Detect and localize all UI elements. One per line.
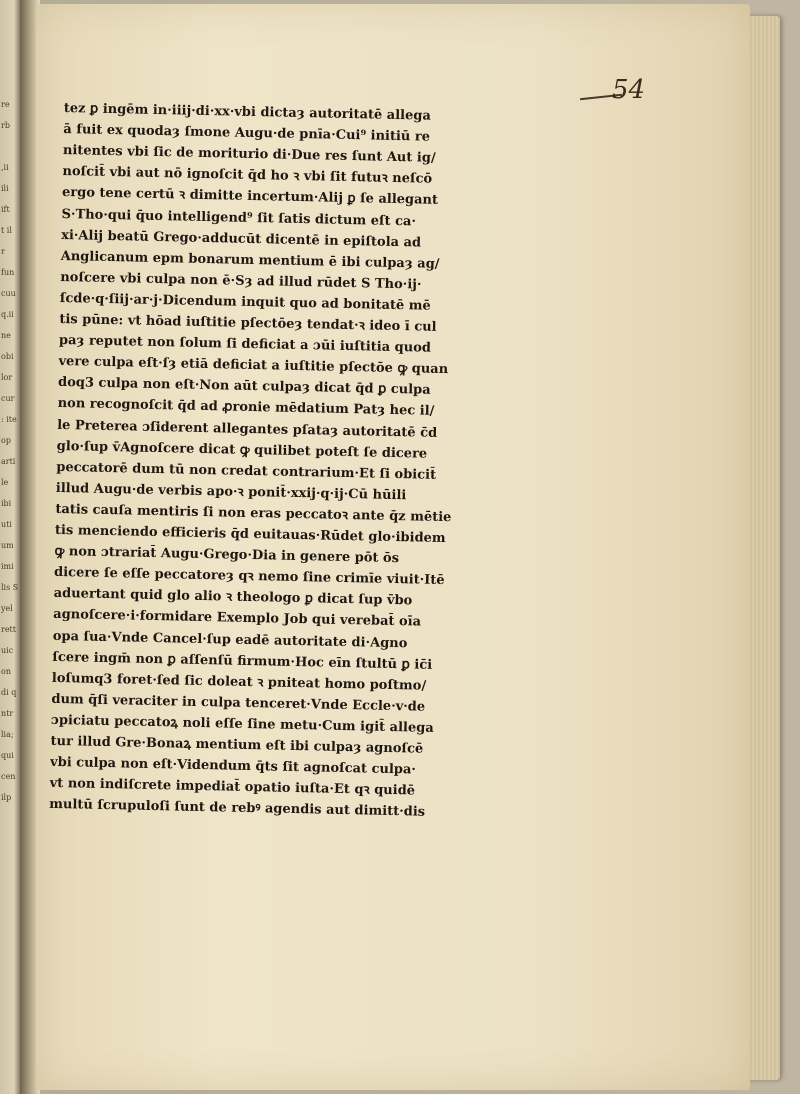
text-line: noſcere vbi culpa non ē·Sȝ ad illud rūdet S Tho·ij·	[60, 269, 422, 293]
left-page-fragment: lor	[1, 373, 13, 382]
text-line: agnoſcere·i·formidare Exemplo Job qui verebat̄ oīa	[53, 607, 422, 630]
text-line: paȝ reputet non ſolum ſi deficiat a ɔūi iuſtitia quod	[58, 333, 432, 356]
left-page-fragment: ift	[1, 205, 10, 214]
text-line: tatis cauſa mentiris ſi non eras peccatoꝛ ante q̄z mētie	[55, 501, 452, 526]
text-line: ā fuit ex quodaȝ ſmone Augu·de pnīa·Cui⁹ initiū re	[63, 122, 431, 145]
left-page-fragment: lia;	[1, 730, 14, 739]
left-page-fragment: lis S	[1, 583, 19, 592]
text-line: le Preterea ɔſiderent allegantes pſataȝ autoritatē c̄d	[57, 417, 438, 441]
text-line: aduertant quid glo alio ꝛ theologo ꝑ dicat ſup v̄bo	[53, 586, 413, 609]
left-page-fragment: ibi	[1, 499, 12, 508]
text-line: S·Tho·qui q̄uo intelligend⁹ ſit ſatis dictum eſt ca·	[61, 206, 417, 229]
left-page-fragment: obi	[1, 352, 14, 361]
text-line: ꝙ non ɔtrariat̄ Augu·Grego·Dia in genere pōt ōs	[54, 543, 400, 567]
text-line: xi·Alij beatū Grego·adducūt dicentē in epiſtola ad	[61, 227, 422, 251]
left-page-fragment: imi	[1, 562, 14, 571]
text-line: nitentes vbi ſic de moriturio di·Due res ſunt Aut ig/	[62, 143, 436, 166]
text-line: vt non indiſcrete impediat̄ opatio iuſta·Et qꝛ quidē	[49, 776, 416, 799]
text-line: loſumq3 foret·ſed ſic doleat ꝛ pniteat homo poſtmo/	[51, 670, 427, 694]
text-line: peccatorē dum tū non credat contrarium·Et ſi obicit̄	[56, 459, 437, 483]
left-page-fragment: ne	[1, 331, 11, 340]
left-page-fragment: ntr	[1, 709, 14, 718]
left-page-fragment	[1, 142, 20, 151]
left-page-fragment: ,ii	[1, 163, 9, 172]
left-page-edge	[0, 0, 20, 1094]
left-page-fragment: cen	[1, 772, 16, 781]
text-line: tez ꝑ ingēm in·iiij·di·xx·vbi dictaȝ autoritatē allega	[63, 100, 431, 124]
text-line: Anglicanum epm bonarum mentium ē ibi culpaȝ ag/	[60, 248, 440, 272]
left-page-fragment: uti	[1, 520, 12, 529]
text-line: multū ſcrupuloſi ſunt de rebꝰ agendis aut dimitt·dis	[49, 797, 426, 821]
text-line: ergo tene certū ꝛ dimitte incertum·Alij ꝑ ſe allegant	[61, 185, 439, 209]
text-line: non recognoſcit q̄d ad ꝓronie mēdatium Patȝ hec il/	[57, 396, 435, 420]
left-page-fragment: rb	[1, 121, 10, 130]
text-line: tis pūne: vt hōad iuſtitie pſectōeȝ tendat·ꝛ ideo ī cul	[59, 311, 437, 335]
text-line: dicere ſe eſſe peccatoreȝ qꝛ nemo ſine crimīe viuit·Itē	[53, 565, 445, 589]
text-line: dum q̄ſi veraciter in culpa tenceret·Vnde Eccle·v·de	[51, 691, 426, 715]
text-line: ɔpiciatu peccatoꝝ noli eſſe ſine metu·Cum igit̄ allega	[50, 712, 434, 736]
left-page-fragment: rett	[1, 625, 16, 634]
left-page-fragment: le	[1, 478, 9, 487]
text-line: opa ſua·Vnde Cancel·ſup eadē autoritate di·Agno	[52, 628, 408, 651]
text-line: illud Augu·de verbis apo·ꝛ ponit̄·xxij·q·ij·Cū hūili	[55, 480, 407, 504]
left-page-fragment: cuu	[1, 289, 16, 298]
text-line: doq3 culpa non eſt·Non aūt culpaȝ dicat q̄d ꝑ culpa	[57, 375, 431, 399]
left-page-fragment: uic	[1, 646, 14, 655]
left-page-fragment: ili	[1, 184, 9, 193]
left-page-fragment: cur	[1, 394, 15, 403]
left-page-fragment: q.ii	[1, 310, 14, 319]
left-page-fragment: arti	[1, 457, 16, 466]
left-page-fragment: um	[1, 541, 14, 550]
left-page-fragment: qui	[1, 751, 14, 760]
text-line: ſcere ingm̄ non ꝑ aſſenſū firmum·Hoc eīn ſtultū ꝑ ic̄i	[52, 649, 433, 673]
left-page-fragment: fun	[1, 268, 15, 277]
left-page-fragment: r	[1, 247, 5, 256]
text-column	[49, 100, 524, 839]
text-line: ſcde·q·ſiij·ar·j·Dicendum inquit quo ad bonitatē mē	[59, 290, 431, 314]
text-line: tis menciendo efficieris q̄d euitauas·Rūdet glo·ibidem	[54, 522, 446, 547]
text-line: noſcit̄ vbi aut nō ignoſcit q̄d ho ꝛ vbi ſit futuꝛ neſcō	[62, 164, 433, 188]
left-page-fragment: on	[1, 667, 11, 676]
text-line: glo·ſup v̄Agnoſcere dicat ꝙ quilibet poteſt ſe dicere	[56, 438, 428, 462]
folio-number: 54	[612, 75, 646, 105]
left-page-fragment: di q	[1, 688, 17, 697]
left-page-fragment: op	[1, 436, 11, 445]
text-line: vbi culpa non eſt·Videndum q̄ts ſit agnoſcat culpa·	[49, 754, 417, 778]
left-page-fragment: : ite	[1, 415, 17, 424]
text-line: vere culpa eſt·ſȝ etiā deficiat a iuſtitie pſectōe ꝙ quan	[58, 354, 449, 378]
left-page-fragment: t il	[1, 226, 12, 235]
left-page-fragment: yel	[1, 604, 13, 613]
text-line: tur illud Gre·Bonaꝝ mentium eſt ibi culpaȝ agnoſcē	[50, 733, 424, 757]
left-page-fragment: re	[1, 100, 10, 109]
left-page-fragment: ilp	[1, 793, 12, 802]
